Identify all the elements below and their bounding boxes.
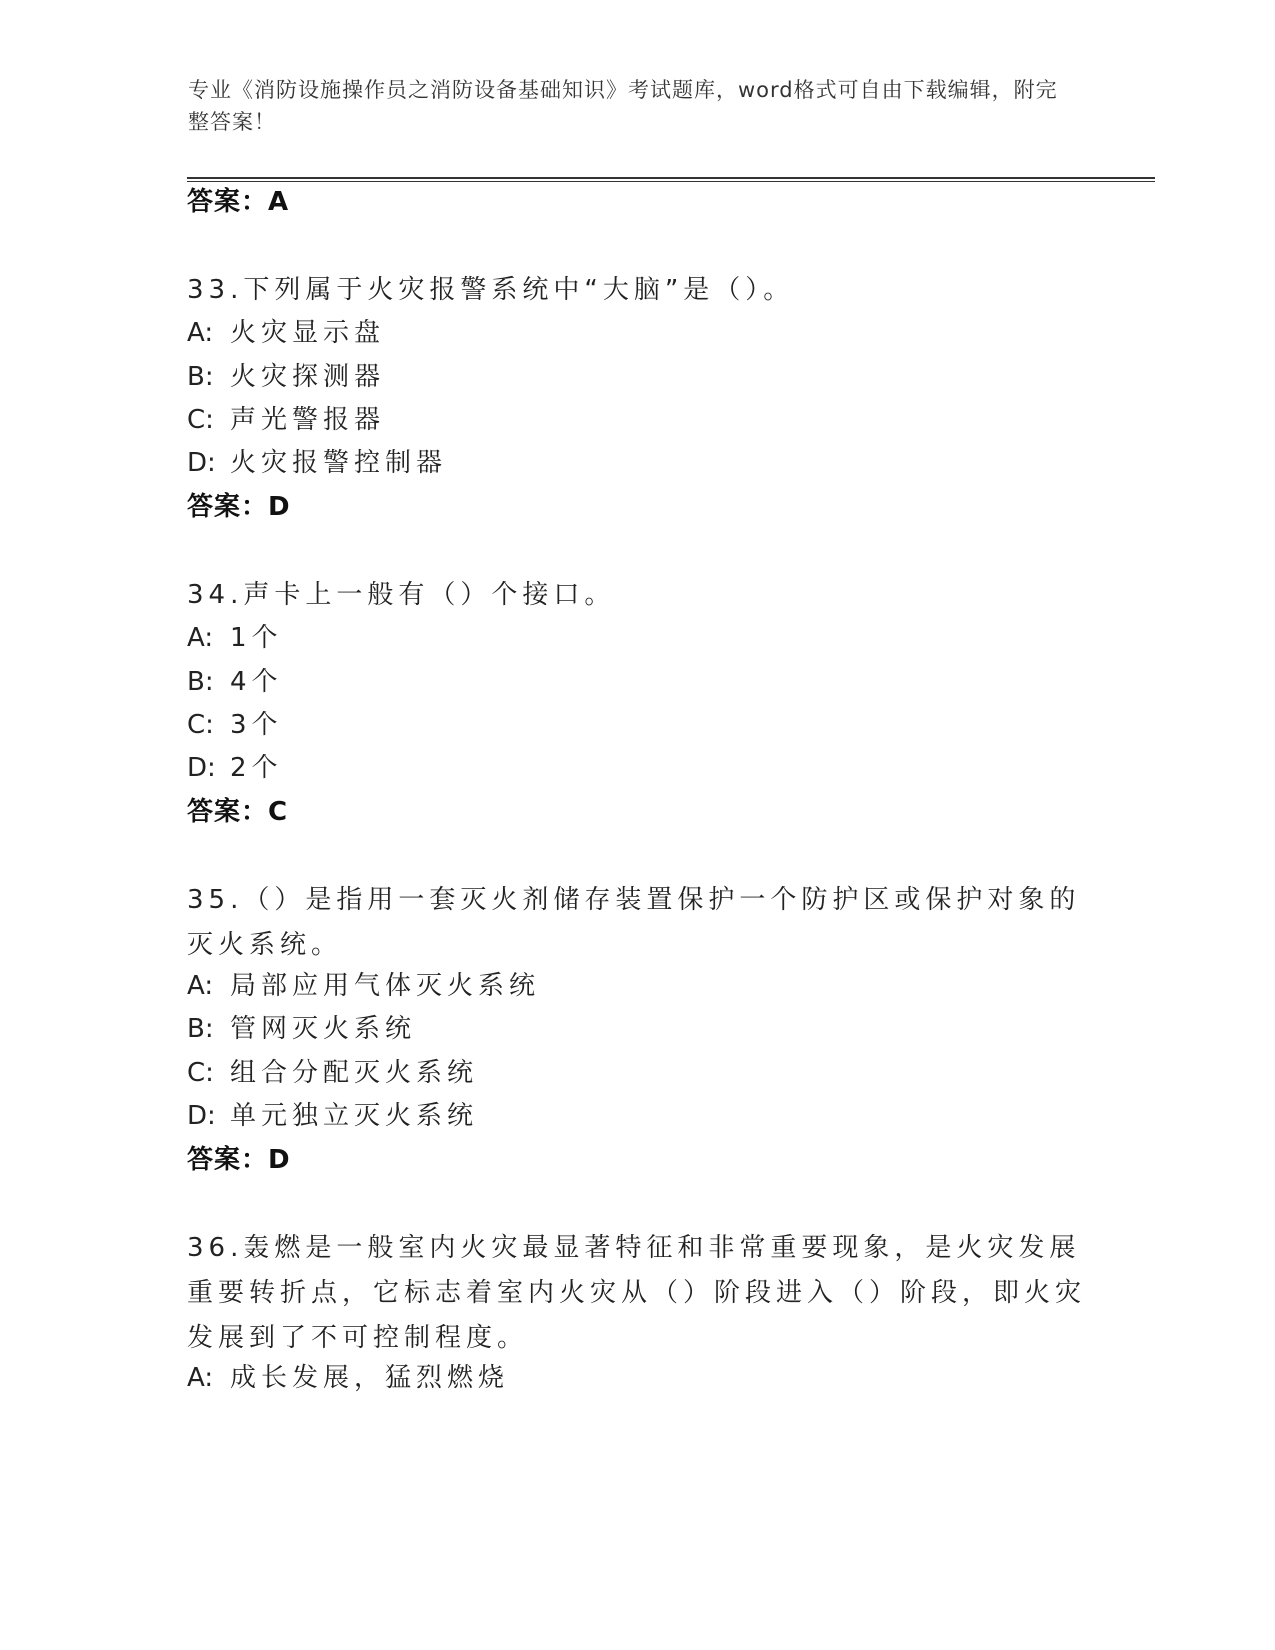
answer-line [187,795,288,829]
question-text: 34.声卡上一般有（）个接口。 [187,580,616,610]
option-letter: D: [187,448,216,478]
option-letter: B: [187,667,214,697]
option-letter: D: [187,1101,216,1131]
option-d [187,1099,478,1133]
answer-value: A [268,187,290,217]
answer-label: 答案： [187,492,269,522]
option-letter: A: [187,1363,214,1393]
option-letter: C: [187,1058,214,1088]
option-letter: C: [187,710,214,740]
option-c [187,403,385,437]
answer-line [187,185,289,219]
option-a [187,621,283,655]
option-text: 火灾显示盘 [230,318,386,348]
option-a [187,969,540,1003]
option-d [187,446,447,480]
option-text: 单元独立灭火系统 [230,1101,479,1131]
option-text: 局部应用气体灭火系统 [230,971,541,1001]
answer-line [187,490,291,524]
option-text: 声光警报器 [230,405,386,435]
option-text: 火灾报警控制器 [230,448,448,478]
answer-line [187,1143,291,1177]
header-divider [187,177,1155,182]
option-letter: A: [187,971,214,1001]
answer-label: 答案： [187,187,269,217]
option-letter: A: [187,318,214,348]
option-text: 组合分配灭火系统 [230,1058,479,1088]
option-c [187,1056,478,1090]
answer-value: C [268,797,289,827]
question-text: 35.（）是指用一套灭火剂储存装置保护一个防护区或保护对象的灭火系统。 [187,885,1081,960]
option-b [187,1012,416,1046]
option-letter: C: [187,405,214,435]
question-text: 33.下列属于火灾报警系统中“大脑”是（）。 [187,275,795,305]
option-text: 火灾探测器 [230,362,386,392]
option-text: 1个 [230,623,283,653]
question-text: 36.轰燃是一般室内火灾最显著特征和非常重要现象，是火灾发展重要转折点，它标志着室内火灾从（）阶段进入（）阶段，即火灾发展到了不可控制程度。 [187,1233,1087,1353]
option-letter: B: [187,1014,214,1044]
option-letter: B: [187,362,214,392]
option-text: 4个 [230,667,283,697]
option-c [187,708,283,742]
option-b [187,360,385,394]
option-text: 2个 [230,753,283,783]
option-a [187,1361,509,1395]
answer-value: D [268,492,291,522]
document-header: 专业《消防设施操作员之消防设备基础知识》考试题库，word格式可自由下载编辑，附完整答案！ [188,78,1058,134]
option-text: 成长发展，猛烈燃烧 [230,1363,510,1393]
option-text: 3个 [230,710,283,740]
option-a [187,316,385,350]
answer-value: D [268,1145,291,1175]
answer-label: 答案： [187,1145,269,1175]
option-d [187,751,283,785]
answer-label: 答案： [187,797,269,827]
option-letter: D: [187,753,216,783]
option-b [187,665,283,699]
option-letter: A: [187,623,214,653]
option-text: 管网灭火系统 [230,1014,417,1044]
